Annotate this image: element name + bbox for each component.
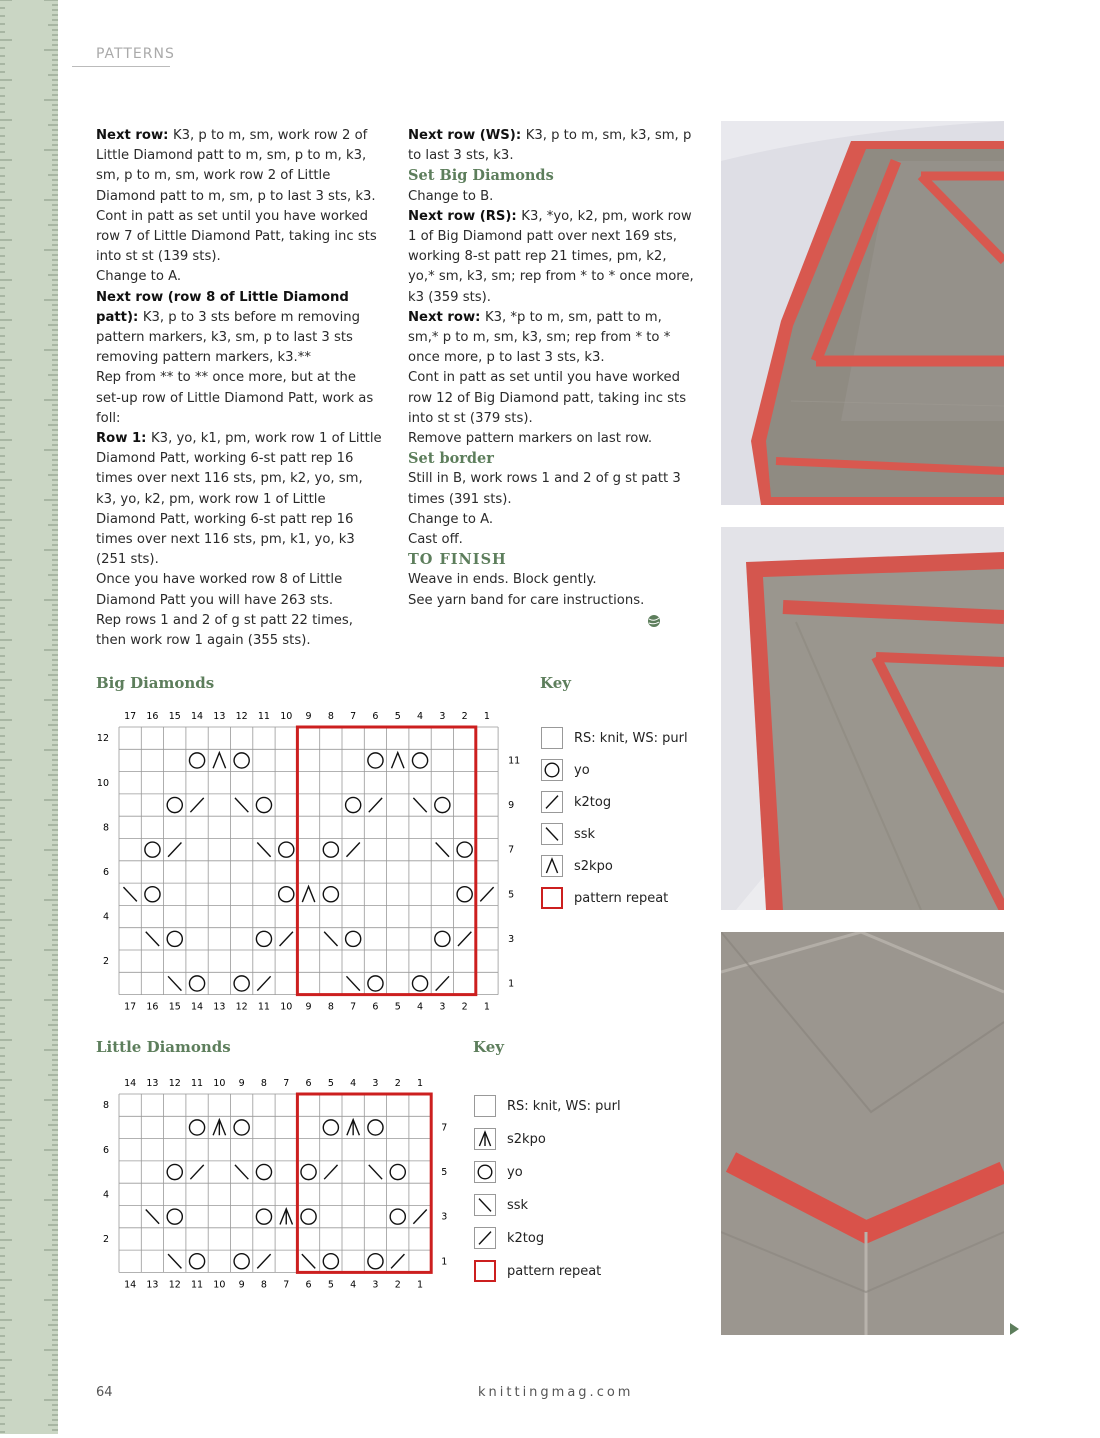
chart-symbol-yo <box>167 797 182 812</box>
chart-symbol-k2tog <box>190 798 203 812</box>
column-number: 13 <box>146 1078 159 1089</box>
instruction-text: K3, p to m, sm, k3, sm, p to last 3 sts, k3. <box>408 128 692 164</box>
website: knittingmag.com <box>478 1385 634 1400</box>
row-number: 9 <box>508 800 515 812</box>
row-number: 6 <box>102 866 109 878</box>
k2tog-icon <box>541 791 563 813</box>
instruction-text: Weave in ends. Block gently. <box>408 572 597 588</box>
column-number: 14 <box>191 711 204 722</box>
instruction-text: Cast off. <box>408 532 463 548</box>
instruction-label: Next row (WS): <box>408 128 526 143</box>
instruction-paragraph <box>408 429 696 449</box>
heading-set-big-diamonds: Set Big Diamonds <box>408 167 554 185</box>
column-number: 9 <box>305 1001 312 1013</box>
yarn-ball-icon <box>647 614 661 628</box>
instruction-text: Still in B, work rows 1 and 2 of g st patt 3 times (391 sts). <box>408 471 681 507</box>
row-number: 5 <box>441 1167 448 1179</box>
column-number: 17 <box>124 711 137 722</box>
instruction-text: Change to A. <box>96 269 182 285</box>
key-label: yo <box>507 1164 523 1180</box>
instruction-label: Next row: <box>408 309 485 325</box>
chart-symbol-ssk <box>168 1254 181 1268</box>
instruction-text: K3, p to 3 sts before m removing pattern markers, k3, sm, p to last 3 sts removing pattern markers, k3.** <box>96 309 360 366</box>
column-number: 11 <box>191 1078 204 1089</box>
instruction-label: Row 1: <box>96 431 152 447</box>
column-number: 10 <box>213 1078 226 1089</box>
column-number: 14 <box>191 1001 204 1013</box>
instruction-text: Rep rows 1 and 2 of g st patt 22 times, then work row 1 again (355 sts). <box>96 612 353 649</box>
instruction-text: Remove pattern markers on last row. <box>408 431 653 447</box>
column-number: 6 <box>372 1001 379 1013</box>
ruler <box>0 0 58 1434</box>
row-number: 8 <box>102 1100 109 1112</box>
chart-symbol-k2tog <box>391 1254 404 1268</box>
column-number: 12 <box>235 1001 248 1013</box>
chart-symbol-yo <box>167 931 182 946</box>
chart-symbol-s2kpo3 <box>347 1120 359 1136</box>
instruction-paragraph <box>96 368 382 429</box>
key-item-s2kpo <box>541 854 613 878</box>
chart-symbol-k2tog <box>458 932 471 946</box>
instructions-column-2 <box>408 126 696 611</box>
chart-symbol-yo <box>256 931 271 946</box>
column-number: 16 <box>146 1001 159 1013</box>
chart-symbol-yo <box>346 931 361 946</box>
column-number: 10 <box>280 1001 293 1013</box>
instruction-paragraph <box>96 288 382 369</box>
key-item-blank <box>541 726 688 750</box>
column-number: 6 <box>305 1078 312 1089</box>
chart-symbol-ssk <box>346 976 359 990</box>
column-number: 3 <box>439 711 446 722</box>
column-number: 15 <box>168 1001 181 1013</box>
chart-symbol-s2kpo3 <box>213 1120 225 1136</box>
column-number: 5 <box>327 1279 334 1291</box>
row-number: 6 <box>102 1144 109 1156</box>
column-number: 8 <box>260 1078 267 1089</box>
column-number: 7 <box>283 1078 290 1089</box>
chart-symbol-k2tog <box>480 887 493 901</box>
key-item-yo <box>474 1160 523 1184</box>
instruction-paragraph <box>408 469 696 509</box>
chart-symbol-yo <box>301 1209 316 1224</box>
chart-symbol-k2tog <box>280 932 293 946</box>
column-number: 5 <box>394 711 401 722</box>
column-number: 2 <box>461 1001 468 1013</box>
column-number: 11 <box>257 1001 270 1013</box>
column-number: 2 <box>394 1279 401 1291</box>
little-diamonds-title: Little Diamonds <box>96 1038 231 1056</box>
instruction-paragraph <box>96 126 382 207</box>
chart-symbol-yo <box>323 887 338 902</box>
column-number: 13 <box>213 1001 226 1013</box>
big-key-title: Key <box>540 674 571 692</box>
instruction-paragraph <box>96 267 382 287</box>
row-number: 3 <box>441 1211 448 1223</box>
big-diamonds-title: Big Diamonds <box>96 674 215 692</box>
chart-symbol-ssk <box>123 887 136 901</box>
chart-symbol-yo <box>189 753 204 768</box>
instruction-paragraph <box>408 187 696 207</box>
column-number: 3 <box>372 1078 379 1089</box>
row-number: 2 <box>102 956 109 968</box>
column-number: 1 <box>417 1279 424 1291</box>
chart-symbol-ssk <box>146 932 159 946</box>
column-number: 6 <box>372 711 379 722</box>
chart-symbol-s2kpo3 <box>280 1209 292 1225</box>
instruction-paragraph <box>408 207 696 308</box>
row-number: 5 <box>508 889 515 901</box>
chart-symbol-yo <box>256 1209 271 1224</box>
page-number: 64 <box>96 1385 113 1400</box>
chart-symbol-yo <box>189 1120 204 1135</box>
chart-symbol-ssk <box>168 976 181 990</box>
chart-symbol-yo <box>412 976 427 991</box>
instruction-label: Next row: <box>96 128 173 143</box>
row-number: 7 <box>508 844 515 856</box>
column-number: 9 <box>238 1078 245 1089</box>
column-number: 7 <box>350 711 357 722</box>
repeat-icon <box>474 1260 496 1282</box>
column-number: 9 <box>305 711 312 722</box>
row-number: 11 <box>508 755 521 767</box>
chart-symbol-yo <box>279 842 294 857</box>
chart-symbol-yo <box>145 887 160 902</box>
chart-symbol-k2tog <box>168 843 181 857</box>
photo-blanket-closeup <box>721 932 1004 1335</box>
row-number: 12 <box>96 733 109 745</box>
chart-symbol-ssk <box>324 932 337 946</box>
chart-symbol-k2tog <box>436 976 449 990</box>
instruction-paragraph <box>96 207 382 268</box>
chart-symbol-yo <box>435 797 450 812</box>
instruction-text: Cont in patt as set until you have worked row 12 of Big Diamond patt, taking inc sts into st st (379 sts). <box>408 370 687 426</box>
chart-symbol-yo <box>368 1120 383 1135</box>
key-label: pattern repeat <box>507 1263 602 1279</box>
column-number: 8 <box>327 1001 334 1013</box>
ssk-icon <box>474 1194 496 1216</box>
chart-symbol-ssk <box>257 843 270 857</box>
blank-icon <box>541 727 563 749</box>
instruction-paragraph <box>96 611 382 651</box>
key-label: ssk <box>574 826 596 842</box>
chart-symbol-yo <box>256 797 271 812</box>
row-number: 2 <box>102 1233 109 1245</box>
little-key-title: Key <box>473 1038 504 1056</box>
chart-symbol-yo <box>167 1164 182 1179</box>
chart-symbol-yo <box>234 1120 249 1135</box>
key-item-k2tog <box>474 1226 544 1250</box>
column-number: 12 <box>235 711 248 722</box>
key-label: RS: knit, WS: purl <box>574 730 688 746</box>
chart-symbol-yo <box>368 976 383 991</box>
column-number: 17 <box>124 1001 137 1013</box>
chart-symbol-yo <box>435 931 450 946</box>
chart-symbol-yo <box>368 753 383 768</box>
chart-symbol-ssk <box>235 1165 248 1179</box>
instruction-text: K3, yo, k1, pm, work row 1 of Little Diamond Patt, working 6-st patt rep 16 times over next 116 sts, pm, k2, yo, sm, k3, yo, k2, pm, work row 1 of Little Diamond Patt, working 6-st patt rep 16 times over next 116 sts, pm, k1, yo, k3 (251 sts). <box>96 431 382 568</box>
key-item-k2tog <box>541 790 611 814</box>
instruction-text: Rep from ** to ** once more, but at the set-up row of Little Diamond Patt, work as foll: <box>96 370 374 426</box>
chart-symbol-s2kpo <box>302 886 314 902</box>
chart-symbol-s2kpo <box>213 753 225 769</box>
column-number: 11 <box>257 711 270 722</box>
column-number: 4 <box>350 1279 357 1291</box>
chart-symbol-yo <box>279 887 294 902</box>
row-number: 7 <box>441 1122 448 1134</box>
key-item-repeat <box>474 1259 601 1283</box>
chart-symbol-k2tog <box>190 1165 203 1179</box>
key-item-yo <box>541 758 590 782</box>
key-item-ssk <box>474 1193 528 1217</box>
instruction-text: See yarn band for care instructions. <box>408 592 645 608</box>
column-number: 11 <box>191 1279 204 1291</box>
chart-symbol-ssk <box>436 843 449 857</box>
chart-symbol-ssk <box>302 1254 315 1268</box>
row-number: 4 <box>102 911 109 923</box>
section-rule <box>72 66 170 67</box>
photo-blanket-corner <box>721 121 1004 505</box>
ssk-icon <box>541 823 563 845</box>
column-number: 12 <box>168 1078 181 1089</box>
key-label: k2tog <box>507 1230 545 1246</box>
chart-symbol-yo <box>189 1254 204 1269</box>
instruction-label: Next row (RS): <box>408 208 522 224</box>
column-number: 1 <box>483 1001 490 1013</box>
column-number: 3 <box>372 1279 379 1291</box>
column-number: 4 <box>417 1001 424 1013</box>
column-number: 7 <box>350 1001 357 1013</box>
section-header: PATTERNS <box>96 46 175 62</box>
column-number: 1 <box>483 711 490 722</box>
column-number: 4 <box>350 1078 357 1089</box>
chart-symbol-yo <box>457 887 472 902</box>
column-number: 9 <box>238 1279 245 1291</box>
key-item-repeat <box>541 886 668 910</box>
chart-symbol-ssk <box>235 798 248 812</box>
photo-blanket-border <box>721 527 1004 910</box>
row-number: 1 <box>441 1256 448 1268</box>
heading-to-finish: TO FINISH <box>408 551 507 569</box>
key-item-blank <box>474 1094 621 1118</box>
repeat-icon <box>541 887 563 909</box>
blank-icon <box>474 1095 496 1117</box>
s2kpo-icon <box>541 855 563 877</box>
instruction-paragraph <box>408 126 696 166</box>
chart-symbol-yo <box>189 976 204 991</box>
chart-symbol-yo <box>323 842 338 857</box>
column-number: 2 <box>394 1078 401 1089</box>
instruction-paragraph <box>96 429 382 570</box>
chart-symbol-yo <box>390 1209 405 1224</box>
column-number: 4 <box>417 711 424 722</box>
row-number: 8 <box>102 822 109 834</box>
yo-icon <box>541 759 563 781</box>
chart-symbol-yo <box>145 842 160 857</box>
chart-symbol-yo <box>256 1164 271 1179</box>
chart-symbol-yo <box>368 1254 383 1269</box>
chart-symbol-yo <box>167 1209 182 1224</box>
chart-symbol-yo <box>234 753 249 768</box>
chart-symbol-yo <box>234 976 249 991</box>
instruction-text: Change to B. <box>408 188 494 204</box>
chart-symbol-ssk <box>413 798 426 812</box>
instruction-text: K3, p to m, sm, work row 2 of Little Diamond patt to m, sm, p to m, k3, sm, p to m, sm, work row 2 of Little Diamond patt to m, sm, p to last 3 sts, k3. <box>96 128 376 204</box>
column-number: 13 <box>146 1279 159 1291</box>
instruction-paragraph <box>408 368 696 429</box>
key-label: pattern repeat <box>574 890 669 906</box>
key-label: s2kpo <box>574 858 613 874</box>
key-label: s2kpo <box>507 1131 546 1147</box>
key-label: RS: knit, WS: purl <box>507 1098 621 1114</box>
instructions-column-1 <box>96 126 382 651</box>
instruction-text: Cont in patt as set until you have worked row 7 of Little Diamond Patt, taking inc sts into st st (139 sts). <box>96 208 377 265</box>
instruction-paragraph <box>408 570 696 590</box>
instruction-text: Once you have worked row 8 of Little Diamond Patt you will have 263 sts. <box>96 572 343 608</box>
column-number: 5 <box>394 1001 401 1013</box>
chart-symbol-yo <box>390 1164 405 1179</box>
instruction-paragraph <box>408 591 696 611</box>
chart-symbol-yo <box>346 797 361 812</box>
column-number: 8 <box>327 711 334 722</box>
k2tog-icon <box>474 1227 496 1249</box>
chart-symbol-yo <box>234 1254 249 1269</box>
instruction-text: Change to A. <box>408 511 494 527</box>
instruction-paragraph <box>408 308 696 369</box>
chart-symbol-yo <box>412 753 427 768</box>
next-page-arrow-icon <box>1010 1323 1019 1335</box>
row-number: 3 <box>508 933 515 945</box>
row-number: 10 <box>96 777 109 789</box>
instruction-paragraph <box>96 570 382 610</box>
chart-symbol-k2tog <box>346 843 359 857</box>
column-number: 10 <box>280 711 293 722</box>
column-number: 14 <box>124 1078 137 1089</box>
chart-symbol-yo <box>301 1164 316 1179</box>
column-number: 13 <box>213 711 226 722</box>
chart-symbol-k2tog <box>324 1165 337 1179</box>
little-diamonds-chart <box>90 1068 460 1296</box>
chart-symbol-yo <box>323 1254 338 1269</box>
column-number: 12 <box>168 1279 181 1291</box>
column-number: 14 <box>124 1279 137 1291</box>
key-item-s2kpo <box>474 1127 546 1151</box>
chart-symbol-k2tog <box>413 1210 426 1224</box>
heading-set-border: Set border <box>408 450 494 468</box>
chart-symbol-s2kpo <box>392 753 404 769</box>
s2kpo-icon <box>474 1128 496 1150</box>
column-number: 5 <box>327 1078 334 1089</box>
column-number: 8 <box>260 1279 267 1291</box>
instruction-label: Next row (row 8 of Little Diamond patt): <box>96 289 349 325</box>
column-number: 3 <box>439 1001 446 1013</box>
chart-symbol-ssk <box>369 1165 382 1179</box>
instruction-text: K3, *yo, k2, pm, work row 1 of Big Diamond patt over next 169 sts, working 8-st patt rep 21 times, pm, k2, yo,* sm, k3, sm; rep from * to * once more, k3 (359 sts). <box>408 208 694 305</box>
instruction-text: K3, *p to m, sm, patt to m, sm,* p to m, sm, k3, sm; rep from * to * once more, p to last 3 sts, k3. <box>408 309 671 366</box>
chart-symbol-k2tog <box>257 976 270 990</box>
column-number: 15 <box>168 711 181 722</box>
key-item-ssk <box>541 822 595 846</box>
key-label: yo <box>574 762 590 778</box>
instruction-paragraph <box>408 530 696 550</box>
row-number: 4 <box>102 1189 109 1201</box>
column-number: 7 <box>283 1279 290 1291</box>
chart-symbol-yo <box>457 842 472 857</box>
column-number: 10 <box>213 1279 226 1291</box>
column-number: 16 <box>146 711 159 722</box>
chart-grid <box>119 727 498 995</box>
column-number: 6 <box>305 1279 312 1291</box>
chart-symbol-k2tog <box>369 798 382 812</box>
chart-symbol-ssk <box>146 1210 159 1224</box>
column-number: 2 <box>461 711 468 722</box>
instruction-paragraph <box>408 510 696 530</box>
row-number: 1 <box>508 978 515 990</box>
chart-symbol-yo <box>323 1120 338 1135</box>
column-number: 1 <box>417 1078 424 1089</box>
big-diamonds-chart <box>90 700 530 1020</box>
chart-grid <box>119 1094 431 1272</box>
key-label: ssk <box>507 1197 529 1213</box>
yo-icon <box>474 1161 496 1183</box>
chart-symbol-k2tog <box>257 1254 270 1268</box>
key-label: k2tog <box>574 794 612 810</box>
